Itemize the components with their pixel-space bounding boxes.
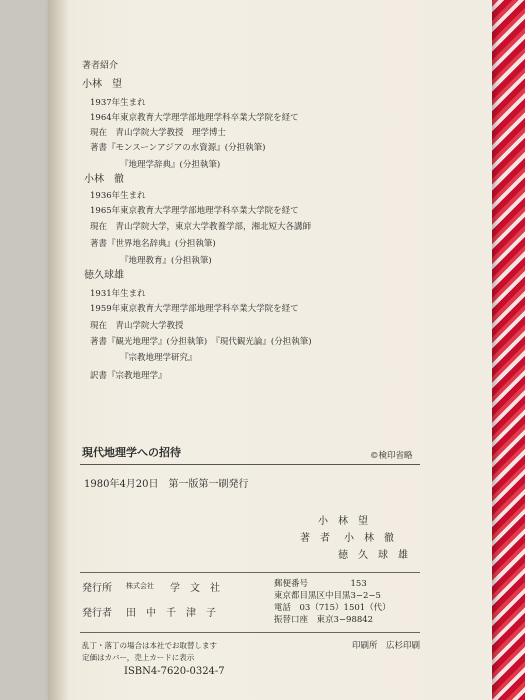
author-2-line: 『地理教育』(分担執筆) (120, 256, 212, 266)
author-3-line: 訳書『宗教地理学』 (90, 371, 167, 381)
author-2-line: 1936年生まれ (90, 191, 146, 201)
author-2-line: 現在 青山学院大学，東京大学教養学部，湘北短大各講師 (90, 222, 312, 232)
publisher-info-line: 振替口座 東京3−98842 (274, 615, 374, 625)
author-1-line: 1937年生まれ (90, 98, 146, 108)
note-line: 乱丁・落丁の場合は本社でお取替します (82, 641, 217, 650)
authors-label: 著 者 (300, 533, 330, 544)
author-3-line: 現在 青山学院大学教授 (90, 321, 184, 331)
colophon-rule-bottom (80, 632, 420, 633)
isbn-line: ISBN4-7620-0324-7 (124, 666, 225, 677)
author-1-name: 小林 望 (82, 79, 122, 90)
author-3-line: 著書『観光地理学』(分担執筆) 『現代観光論』(分担執筆) (90, 337, 312, 347)
publisher-name: 学 文 社 (170, 583, 220, 594)
publisher-info-line: 郵便番号 153 (274, 579, 367, 589)
printer-line: 印刷所 広杉印刷 (352, 641, 421, 651)
author-1-line: 現在 青山学院大学教授 理学博士 (90, 128, 227, 138)
edition-line: 1980年4月20日 第一版第一刷発行 (84, 479, 249, 490)
author-3-line: 1959年東京教育大学理学部地理学科卒業大学院を経て (90, 304, 299, 314)
author-3-name: 徳久球雄 (84, 270, 124, 281)
stamp-note: ©検印省略 (370, 451, 413, 461)
note-line: 定価はカバー，売上カードに表示 (82, 653, 195, 662)
book-page (48, 0, 492, 700)
author-1-line: 著書『モンスーンアジアの水資源』(分担執筆) (90, 143, 266, 153)
author-2-name: 小林 徹 (84, 174, 124, 185)
page-gutter (48, 0, 68, 700)
author-name-line: 小 林 望 (318, 516, 368, 527)
author-2-line: 1965年東京教育大学理学部地理学科卒業大学院を経て (90, 206, 299, 216)
publisher-info-line: 東京都目黒区中目黒3−2−5 (274, 591, 381, 601)
publisher-person-label: 発行者 (82, 608, 112, 619)
intro-header: 著者紹介 (82, 61, 119, 71)
author-1-line: 『地理学辞典』(分担執筆) (120, 160, 221, 170)
author-3-line: 1931年生まれ (90, 289, 146, 299)
author-3-line: 『宗教地理学研究』 (120, 353, 197, 363)
colophon-rule-top (80, 572, 420, 573)
publisher-label: 発行所 (82, 583, 112, 594)
author-name-line: 小 林 徹 (344, 533, 394, 544)
title-underline (80, 464, 420, 465)
author-1-line: 1964年東京教育大学理学部地理学科卒業大学院を経て (90, 113, 299, 123)
publisher-person: 田 中 千 津 子 (126, 608, 216, 619)
book-title: 現代地理学への招待 (82, 446, 181, 459)
author-name-line: 徳 久 球 雄 (338, 550, 408, 561)
publisher-info-line: 電話 03（715）1501（代） (274, 603, 391, 613)
publisher-kind: 株式会社 (126, 582, 154, 590)
author-2-line: 著書『世界地名辞典』(分担執筆) (90, 239, 216, 249)
